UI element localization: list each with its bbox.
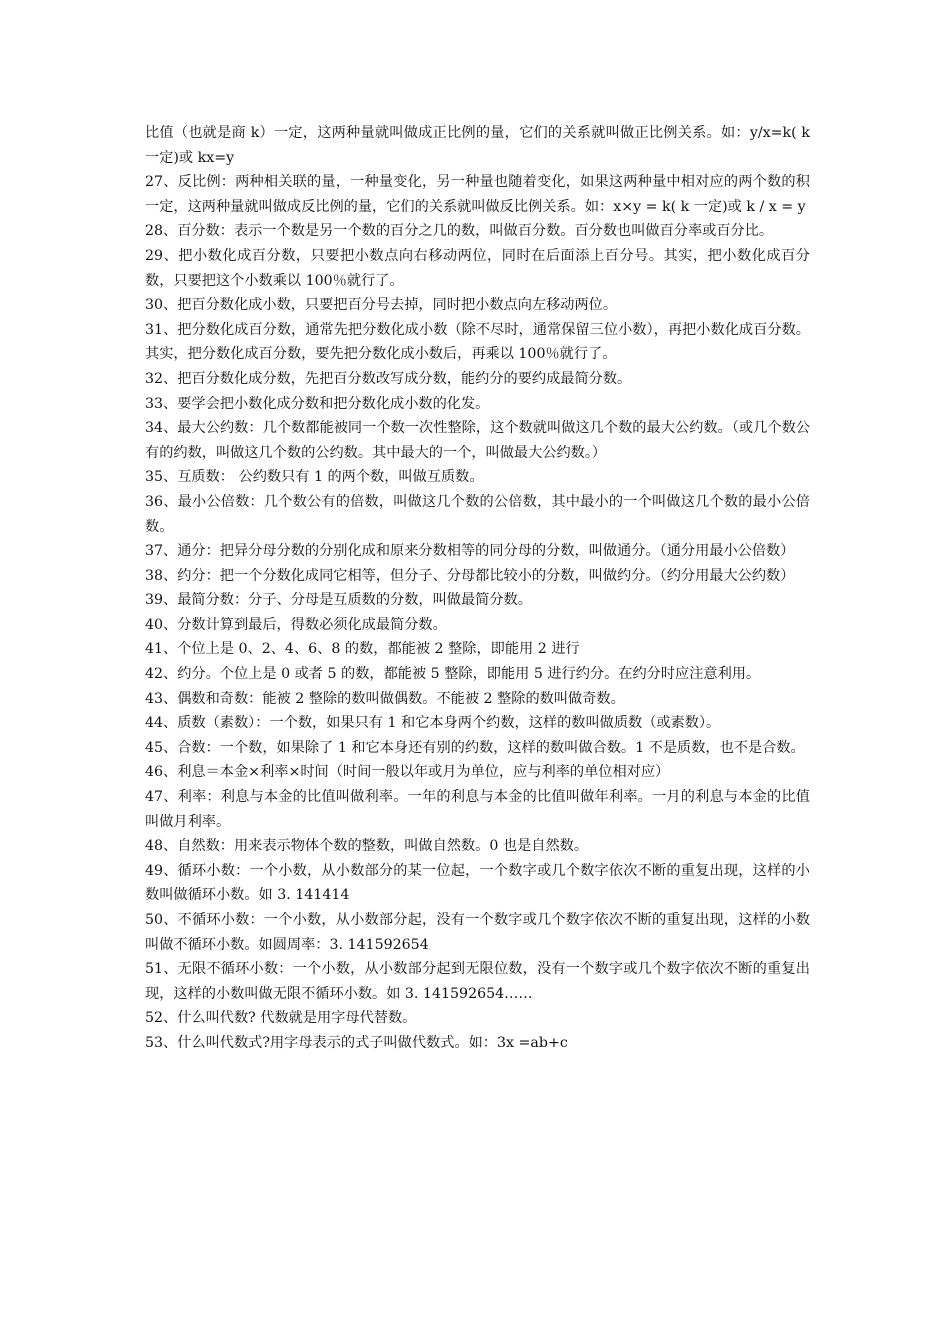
paragraph-42-divisible-by-5: 42、约分。个位上是 0 或者 5 的数，都能被 5 整除，即能用 5 进行约分。在约分时应注意利用。 xyxy=(145,666,761,683)
paragraph-29-decimal-to-percent: 29、把小数化成百分数，只要把小数点向右移动两位，同时在后面添上百分号。其实，把小数化成百分数，只要把这个小数乘以 100％就行了。 xyxy=(145,247,810,289)
paragraph-47-interest-rate: 47、利率：利息与本金的比值叫做利率。一年的利息与本金的比值叫做年利率。一月的利息与本金的比值叫做月利率。 xyxy=(145,789,810,830)
paragraph-49-repeating-decimal: 49、循环小数：一个小数，从小数部分的某一位起，一个数字或几个数字依次不断的重复出现，这样的小数叫做循环小数。如 3. 141414 xyxy=(145,862,810,904)
paragraph-ratio-continued: 比值（也就是商 k）一定，这两种量就叫做成正比例的量，它们的关系就叫做正比例关系。如：y/x=k( k 一定)或 kx=y xyxy=(145,125,810,166)
paragraph-37-common-denominator: 37、通分：把异分母分数的分别化成和原来分数相等的同分母的分数，叫做通分。（通分用最小公倍数） xyxy=(145,543,795,560)
paragraph-34-gcd: 34、最大公约数：几个数都能被同一个数一次性整除，这个数就叫做这几个数的最大公约数。（或几个数公有的约数，叫做这几个数的公约数。其中最大的一个，叫做最大公约数。） xyxy=(145,420,810,461)
paragraph-50-non-repeating-decimal: 50、不循环小数：一个小数，从小数部分起，没有一个数字或几个数字依次不断的重复出现，这样的小数叫做不循环小数。如圆周率：3. 141592654 xyxy=(145,912,810,953)
paragraph-33-conversion-method: 33、要学会把小数化成分数和把分数化成小数的化发。 xyxy=(145,395,490,412)
paragraph-40-final-result: 40、分数计算到最后，得数必须化成最简分数。 xyxy=(145,616,447,633)
paragraph-32-percent-to-fraction: 32、把百分数化成分数，先把百分数改写成分数，能约分的要约成最简分数。 xyxy=(145,370,632,387)
paragraph-45-composite: 45、合数：一个数，如果除了 1 和它本身还有别的约数，这样的数叫做合数。1 不是质数，也不是合数。 xyxy=(145,739,805,756)
paragraph-51-irrational-decimal: 51、无限不循环小数：一个小数，从小数部分起到无限位数，没有一个数字或几个数字依次不断的重复出现，这样的小数叫做无限不循环小数。如 3. 141592654…… xyxy=(145,961,810,1002)
paragraph-35-coprime: 35、互质数： 公约数只有 1 的两个数，叫做互质数。 xyxy=(145,469,484,486)
paragraph-53-algebraic-expression: 53、什么叫代数式?用字母表示的式子叫做代数式。如：3x =ab+c xyxy=(145,1034,568,1051)
paragraph-41-divisible-by-2: 41、个位上是 0、2、4、6、8 的数，都能被 2 整除，即能用 2 进行 xyxy=(145,641,580,658)
paragraph-30-percent-to-decimal: 30、把百分数化成小数，只要把百分号去掉，同时把小数点向左移动两位。 xyxy=(145,297,618,314)
paragraph-36-lcm: 36、最小公倍数：几个数公有的倍数，叫做这几个数的公倍数，其中最小的一个叫做这几个数的最小公倍数。 xyxy=(145,493,810,535)
paragraph-38-reduce-fraction: 38、约分：把一个分数化成同它相等，但分子、分母都比较小的分数，叫做约分。（约分用最大公约数） xyxy=(145,567,795,584)
paragraph-27-inverse-proportion: 27、反比例：两种相关联的量，一种量变化，另一种量也随着变化，如果这两种量中相对应的两个数的积一定，这两种量就叫做成反比例的量，它们的关系就叫做反比例关系。如：x×y = k( k 一定)或 k / x = y xyxy=(145,174,810,215)
paragraph-44-prime: 44、质数（素数）：一个数，如果只有 1 和它本身两个约数，这样的数叫做质数（或素数）。 xyxy=(145,715,721,732)
paragraph-39-simplest-fraction: 39、最简分数：分子、分母是互质数的分数，叫做最简分数。 xyxy=(145,592,532,609)
paragraph-28-percentage: 28、百分数：表示一个数是另一个数的百分之几的数，叫做百分数。百分数也叫做百分率或百分比。 xyxy=(145,223,774,240)
paragraph-43-even-odd: 43、偶数和奇数：能被 2 整除的数叫做偶数。不能被 2 整除的数叫做奇数。 xyxy=(145,690,625,707)
paragraph-46-interest: 46、利息＝本金×利率×时间（时间一般以年或月为单位，应与利率的单位相对应） xyxy=(145,764,670,781)
document-page xyxy=(145,121,810,1056)
paragraph-48-natural-number: 48、自然数：用来表示物体个数的整数，叫做自然数。0 也是自然数。 xyxy=(145,838,589,855)
paragraph-52-algebra: 52、什么叫代数? 代数就是用字母代替数。 xyxy=(145,1010,417,1027)
paragraph-31-fraction-to-percent: 31、把分数化成百分数，通常先把分数化成小数（除不尽时，通常保留三位小数），再把小数化成百分数。其实，把分数化成百分数，要先把分数化成小数后，再乘以 100％就行了。 xyxy=(145,321,810,363)
